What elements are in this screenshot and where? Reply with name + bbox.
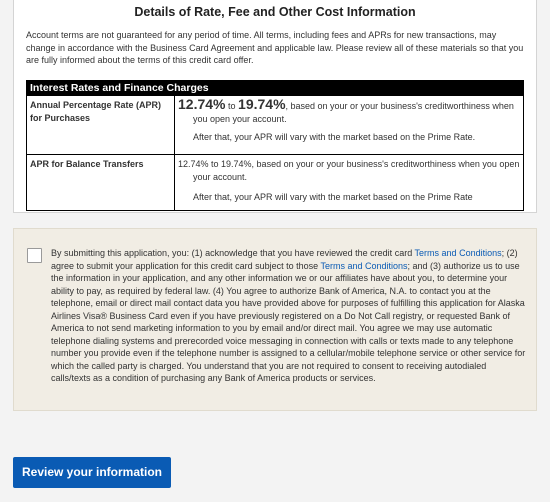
details-intro: Account terms are not guaranteed for any period of time. All terms, including fees and APRs for new transactions, may change in accordance with the Business Card Agreement and applicable law. Please review all of these materials so that you are fully informed about the terms of this credit card offer. — [26, 30, 524, 65]
consent-text — [51, 247, 528, 385]
review-information-button[interactable]: Review your information — [13, 457, 171, 488]
purchase-apr-high: 19.74% — [238, 96, 286, 112]
consent-checkbox[interactable] — [27, 248, 42, 263]
table-row — [27, 95, 523, 154]
consent-text-part3: ; and (3) authorize us to use the information in your application, and any other information we or our affiliates have about you, to determine your ability to pay, as required by federal law. (4) You agree to authorize Bank of America, N.A. to contact you at the telephone, email or direct mail contact data you have provided above for purposes of fulfilling this application for Alaska Airlines Visa® Business Card even if you have previously registered on a Do Not Call registry, or requested Bank of America to not send marketing information to you by email and/or direct mail. You agree we may use automatic telephone dialing systems and prerecorded voice messaging in connection with calls or texts made to any telephone number you provide even if the telephone number is assigned to a cellular/mobile telephone service or other service for which the called party is charged. You understand that you are not required to consent to receiving autodialed calls/texts as a condition of purchasing any Bank of America products or services. — [51, 260, 526, 383]
balance-transfer-desc-cont: your account. — [193, 172, 248, 182]
details-title: Details of Rate, Fee and Other Cost Information — [134, 5, 416, 19]
purchase-apr-after: After that, your APR will vary with the market based on the Prime Rate. — [193, 132, 476, 142]
purchase-apr-label: Annual Percentage Rate (APR) for Purchases — [27, 96, 175, 154]
balance-transfer-apr-label: APR for Balance Transfers — [27, 155, 175, 210]
consent-text-part1: By submitting this application, you: (1) acknowledge that you have reviewed the credit card — [51, 248, 415, 258]
terms-and-conditions-link[interactable]: Terms and Conditions — [414, 248, 502, 258]
interest-rates-table — [26, 80, 524, 211]
balance-transfer-apr-detail — [175, 155, 523, 210]
purchase-apr-desc: , based on your or your business's creditworthiness when — [285, 101, 514, 111]
rates-table-header: Interest Rates and Finance Charges — [27, 81, 523, 95]
purchase-apr-to: to — [228, 101, 236, 111]
purchase-apr-desc-cont: you open your account. — [193, 114, 287, 124]
terms-and-conditions-link-2[interactable]: Terms and Conditions — [320, 260, 408, 271]
table-row — [27, 154, 523, 210]
rate-fee-details-panel — [13, 0, 537, 213]
consent-text-part2: ; (2) agree to submit your application for this credit card subject to those — [51, 248, 518, 271]
purchase-apr-detail — [175, 96, 523, 154]
purchase-apr-low: 12.74% — [178, 96, 226, 112]
balance-transfer-rate-line: 12.74% to 19.74%, based on your or your business's creditworthiness when you open — [178, 159, 520, 169]
consent-panel — [13, 228, 537, 411]
purchase-apr-rate-line — [178, 98, 520, 113]
balance-transfer-after: After that, your APR will vary with the market based on the Prime Rate — [193, 192, 473, 202]
